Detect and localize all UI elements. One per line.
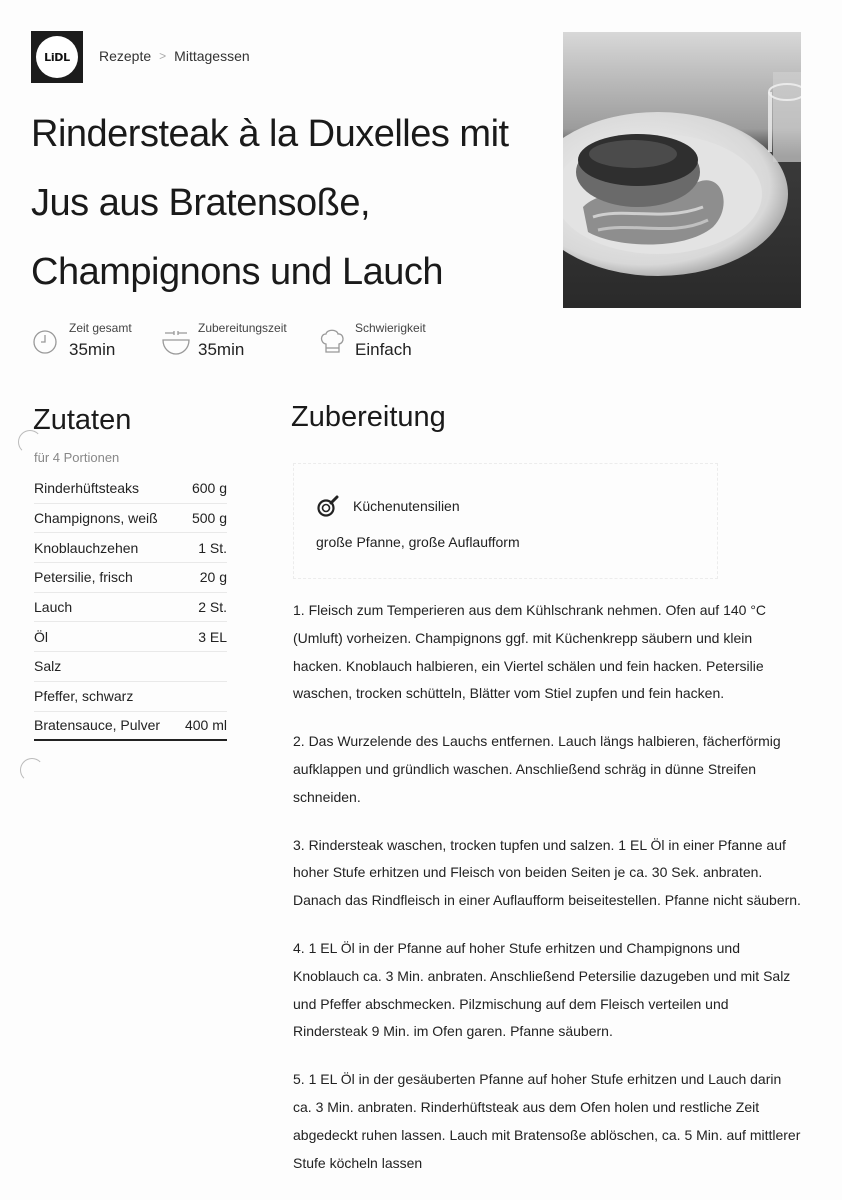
- pan-icon: [317, 495, 339, 517]
- meta-label: Schwierigkeit: [355, 321, 426, 335]
- ingredient-name: Öl: [34, 628, 48, 645]
- logo-text: LiDL: [36, 36, 78, 78]
- ingredient-qty: 2 St.: [198, 599, 227, 616]
- preparation-heading: Zubereitung: [291, 401, 446, 433]
- ingredient-qty: 3 EL: [198, 628, 227, 645]
- ingredient-row: [34, 712, 227, 742]
- ingredient-qty: 600 g: [191, 480, 227, 497]
- ingredient-row: [34, 563, 227, 593]
- ingredient-row: [34, 504, 227, 534]
- recipe-photo-graphic: [563, 32, 801, 308]
- ingredient-name: Petersilie, frisch: [34, 569, 133, 586]
- bowl-icon: [160, 326, 192, 358]
- step-text: 5. 1 EL Öl in der gesäuberten Pfanne auf hoher Stufe erhitzen und Lauch darin ca. 3 Min. anbraten. Rinderhüftsteak aus dem Ofen holen und restliche Zeit abgedeckt ruhen lassen. Lauch mit Bratensoße ablöschen, ca. 5 Min. auf mittlerer Stufe köcheln lassen: [293, 1071, 801, 1171]
- ingredient-row: [34, 593, 227, 623]
- breadcrumb: [99, 48, 250, 64]
- ingredient-qty: 400 ml: [184, 717, 227, 734]
- ingredient-name: Salz: [34, 658, 62, 675]
- step-text: 2. Das Wurzelende des Lauchs entfernen. Lauch längs halbieren, fächerförmig aufklappen und gründlich waschen. Anschließend schräg in dünne Streifen schneiden.: [293, 733, 781, 805]
- breadcrumb-separator: >: [159, 49, 167, 63]
- page-title: [31, 100, 531, 307]
- meta-total-time: [31, 320, 132, 361]
- ingredient-qty: 1 St.: [198, 539, 227, 556]
- ingredient-qty: 20 g: [199, 569, 227, 586]
- ingredient-name: Rinderhüftsteaks: [34, 480, 140, 497]
- utensils-label: Küchenutensilien: [353, 498, 460, 514]
- recipe-photo: [563, 32, 801, 308]
- ingredient-qty: 500 g: [191, 510, 227, 527]
- scan-mark: [18, 430, 42, 454]
- meta-value: Einfach: [355, 340, 412, 359]
- clock-icon: [31, 326, 63, 358]
- breadcrumb-item-rezepte[interactable]: Rezepte: [99, 48, 152, 64]
- step-text: 3. Rindersteak waschen, trocken tupfen und salzen. 1 EL Öl in einer Pfanne auf hoher Stufe erhitzen und Fleisch von beiden Seiten je ca. 30 Sek. anbraten. Danach das Rindfleisch in einer Auflaufform beiseitestellen. Pfanne nicht säubern.: [293, 836, 801, 909]
- meta-difficulty: [317, 320, 426, 361]
- meta-prep-time: [160, 320, 287, 361]
- ingredient-row: [34, 652, 227, 682]
- ingredient-row: [34, 622, 227, 652]
- utensils-list: große Pfanne, große Auflaufform: [316, 534, 520, 550]
- scan-mark: [20, 758, 44, 782]
- ingredient-name: Pfeffer, schwarz: [34, 688, 134, 705]
- ingredient-name: Champignons, weiß: [34, 510, 158, 527]
- step-text: 4. 1 EL Öl in der Pfanne auf hoher Stufe erhitzen und Champignons und Knoblauch ca. 3 Min. anbraten. Anschließend Petersilie dazugeben und mit Salz und Pfeffer abschmecken. Pilzmischung auf dem Fleisch verteilen und Rindersteak 9 Min. im Ofen garen. Pfanne säubern.: [293, 939, 791, 1040]
- ingredient-name: Bratensauce, Pulver: [34, 717, 161, 734]
- lidl-logo[interactable]: [31, 31, 83, 83]
- utensils-box: [293, 463, 718, 579]
- title-line: Champignons und Lauch: [31, 251, 444, 293]
- ingredient-name: Lauch: [34, 599, 73, 616]
- ingredient-row: [34, 682, 227, 712]
- title-line: Jus aus Bratensoße,: [31, 182, 371, 224]
- title-line: Rindersteak à la Duxelles mit: [31, 113, 509, 155]
- ingredient-row: [34, 474, 227, 504]
- meta-value: 35min: [198, 340, 245, 359]
- meta-label: Zubereitungszeit: [198, 321, 287, 335]
- ingredient-row: [34, 533, 227, 563]
- utensils-header: [317, 495, 460, 517]
- breadcrumb-item-mittagessen[interactable]: Mittagessen: [174, 48, 250, 64]
- meta-value: 35min: [69, 340, 116, 359]
- step-text: 1. Fleisch zum Temperieren aus dem Kühlschrank nehmen. Ofen auf 140 °C (Umluft) vorheizen. Champignons ggf. mit Küchenkrepp säubern und klein hacken. Knoblauch halbieren, ein Viertel schälen und fein hacken. Petersilie waschen, trocken schütteln, Blätter vom Stiel zupfen und fein hacken.: [293, 602, 767, 702]
- ingredients-heading: Zutaten: [33, 404, 132, 436]
- steps-list: [293, 597, 803, 1197]
- ingredient-name: Knoblauchzehen: [34, 539, 139, 556]
- portions-label: für 4 Portionen: [34, 450, 120, 465]
- chef-hat-icon: [317, 326, 349, 358]
- meta-label: Zeit gesamt: [69, 321, 132, 335]
- ingredients-table: [34, 474, 227, 741]
